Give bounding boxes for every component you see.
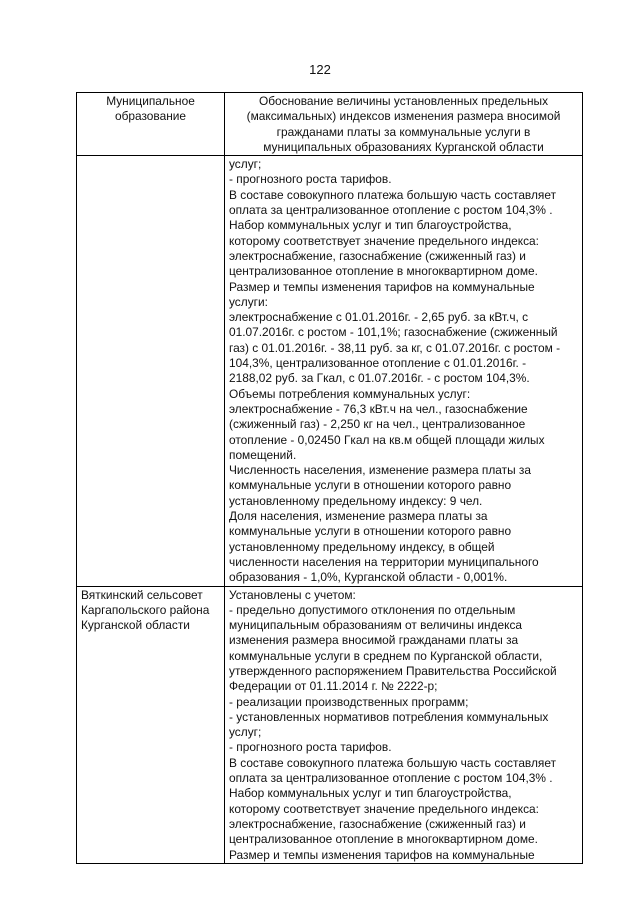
justification-line: электроснабжение, газоснабжение (сжиженный газ) и [229, 248, 526, 263]
header-line: Муниципальное [106, 94, 195, 108]
header-line: образование [114, 109, 187, 124]
table-row [77, 156, 583, 586]
municipality-line: Каргапольского района [81, 602, 210, 617]
justification-line: централизованное отопление в многоквартирном доме. [229, 832, 538, 847]
justification-line: услуг; [229, 725, 262, 740]
justification-cell [225, 156, 583, 586]
justification-line: В составе совокупного платежа большую часть составляет [229, 755, 557, 770]
justification-line: - прогнозного роста тарифов. [229, 740, 392, 755]
justification-line: которому соответствует значение предельного индекса: [229, 801, 539, 816]
justification-line: Установлены с учетом: [229, 587, 356, 602]
justification-line: В составе совокупного платежа большую часть составляет [229, 187, 557, 202]
justification-line: газ) с 01.01.2016г. - 38,11 руб. за кг, с 01.07.2016г. с ростом - [229, 340, 561, 355]
justification-line: - прогнозного роста тарифов. [229, 172, 392, 187]
justification-line: изменения размера вносимой гражданами платы за [229, 633, 519, 648]
justification-line: Набор коммунальных услуг и тип благоустройства, [229, 786, 512, 801]
justification-line: электроснабжение с 01.01.2016г. - 2,65 руб. за кВт.ч, с [229, 310, 529, 325]
municipality-cell [77, 156, 225, 586]
justification-line: коммунальные услуги в отношении которого равно [229, 524, 512, 539]
table-row [77, 586, 583, 863]
table-header-row [77, 93, 583, 156]
justification-line: численности населения на территории муниципального [229, 554, 539, 569]
header-line: Обоснование величины установленных предельных [258, 94, 549, 108]
justification-line: коммунальные услуги в среднем по Курганской области, [229, 648, 543, 663]
justification-line: которому соответствует значение предельного индекса: [229, 233, 539, 248]
justification-line: - реализации производственных программ; [229, 694, 469, 709]
justification-line: коммунальные услуги в отношении которого равно [229, 478, 512, 493]
justification-line: оплата за централизованное отопление с ростом 104,3% . [229, 771, 553, 786]
justification-line: муниципальным образованиям от величины индекса [229, 618, 523, 633]
justification-line: 01.07.2016г. с ростом - 101,1%; газоснабжение (сжиженный [229, 325, 558, 340]
page-number: 122 [309, 62, 331, 77]
header-municipality [77, 93, 225, 156]
justification-line: помещений. [229, 447, 297, 462]
justification-line: образования - 1,0%, Курганской области - 0,001%. [229, 570, 508, 585]
justification-line: 2188,02 руб. за Гкал, с 01.07.2016г. - с ростом 104,3%. [229, 371, 530, 386]
justification-line: установленному предельному индексу, в общей [229, 539, 495, 554]
header-line: гражданами платы за коммунальные услуги в [276, 124, 531, 139]
justification-line: (сжиженный газ) - 2,250 кг на чел., централизованное [229, 417, 526, 432]
justification-line: оплата за централизованное отопление с ростом 104,3% . [229, 203, 553, 218]
justification-line: Численность населения, изменение размера платы за [229, 463, 531, 478]
header-line: муниципальных образованиях Курганской области [263, 139, 544, 154]
municipality-line: Вяткинский сельсовет [81, 587, 203, 602]
justification-line: Размер и темпы изменения тарифов на коммунальные [229, 847, 535, 862]
justification-line: утвержденного распоряжением Правительства Российской [229, 663, 557, 678]
justification-line: - установленных нормативов потребления коммунальных [229, 709, 549, 724]
justification-cell [225, 586, 583, 863]
municipality-cell [77, 586, 225, 863]
justification-line: Набор коммунальных услуг и тип благоустройства, [229, 218, 512, 233]
justification-line: услуг; [229, 157, 262, 172]
justification-line: 104,3%, централизованное отопление с 01.01.2016г. - [229, 356, 527, 371]
justification-line: Размер и темпы изменения тарифов на коммунальные [229, 279, 535, 294]
header-justification [225, 93, 583, 156]
justification-line: услуги: [229, 294, 268, 309]
justification-line: электроснабжение - 76,3 кВт.ч на чел., газоснабжение [229, 401, 528, 416]
municipality-line: Курганской области [81, 618, 190, 633]
header-line: (максимальных) индексов изменения размера вносимой [246, 109, 561, 124]
justification-line: Федерации от 01.11.2014 г. № 2222-р; [229, 679, 438, 694]
justification-line: централизованное отопление в многоквартирном доме. [229, 264, 538, 279]
justification-line: Объемы потребления коммунальных услуг: [229, 386, 471, 401]
justification-line: Доля населения, изменение размера платы за [229, 509, 488, 524]
justification-line: - предельно допустимого отклонения по отдельным [229, 602, 516, 617]
justification-line: установленному предельному индексу: 9 чел. [229, 493, 483, 508]
justification-line: отопление - 0,02450 Гкал на кв.м общей площади жилых [229, 432, 545, 447]
justification-line: электроснабжение, газоснабжение (сжиженный газ) и [229, 816, 526, 831]
tariff-table [76, 92, 583, 864]
